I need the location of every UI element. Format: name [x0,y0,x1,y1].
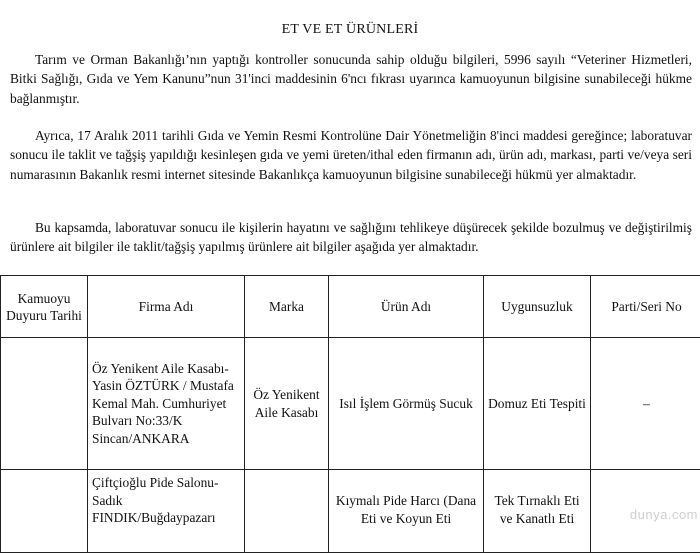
paragraph-text: Ayrıca, 17 Aralık 2011 tarihli Gıda ve Yemin Resmi Kontrolüne Dair Yönetmeliğin 8'inci maddesi gereğince; laboratuvar sonucu ile taklit ve tağşiş yapıldığı kesinleşen gıda ve yemi üreten/ithal eden firmanın adı, ürün adı, markası, parti ve/veya seri numarasının Bakanlık resmi internet sitesinde Bakanlıkça kamuoyunun bilgisine sunabileceği hükmü yer almaktadır. [10,128,692,182]
watermark: dunya.com [630,507,698,522]
header-batch-number: Parti/Seri No [591,276,700,338]
cell-product: Isıl İşlem Görmüş Sucuk [329,338,484,470]
document-title: ET VE ET ÜRÜNLERİ [0,22,700,38]
paragraph-scope [10,218,692,257]
cell-product: Kıymalı Pide Harcı (Dana Eti ve Koyun Eti [329,470,484,553]
paragraph-text: Tarım ve Orman Bakanlığı’nın yaptığı kontroller sonucunda sahip olduğu bilgileri, 5996 sayılı “Veteriner Hizmetleri, Bitki Sağlığı, Gıda ve Yem Kanunu”nun 31'inci maddesinin 6'ncı fıkrası uyarınca kamuoyunun bilgisine sunabileceği hükme bağlanmıştır. [10,52,692,106]
cell-batch: – [591,338,700,470]
paragraph-regulation [10,126,692,184]
cell-brand: Öz Yenikent Aile Kasabı [245,338,329,470]
header-brand: Marka [245,276,329,338]
cell-firm: Çiftçioğlu Pide Salonu- Sadık FINDIK/Buğdaypazarı [88,470,245,553]
cell-brand [245,470,329,553]
violations-table [0,275,700,553]
table-row [1,470,700,553]
cell-date [1,470,88,553]
table-header-row [1,276,700,338]
table-row [1,338,700,470]
header-announcement-date: Kamuoyu Duyuru Tarihi [1,276,88,338]
paragraph-text: Bu kapsamda, laboratuvar sonucu ile kişilerin hayatını ve sağlığını tehlikeye düşürecek şekilde bozulmuş ve değiştirilmiş ürünlere ait bilgiler ile taklit/tağşiş yapılmış ürünlere ait bilgiler aşağıda yer almaktadır. [10,220,692,254]
cell-date [1,338,88,470]
header-nonconformity: Uygunsuzluk [484,276,591,338]
header-product-name: Ürün Adı [329,276,484,338]
paragraph-legal-basis [10,50,692,108]
cell-nonconformity: Domuz Eti Tespiti [484,338,591,470]
cell-nonconformity: Tek Tırnaklı Eti ve Kanatlı Eti [484,470,591,553]
cell-firm: Öz Yenikent Aile Kasabı- Yasin ÖZTÜRK / Mustafa Kemal Mah. Cumhuriyet Bulvarı No:33/K Sincan/ANKARA [88,338,245,470]
header-firm-name: Firma Adı [88,276,245,338]
